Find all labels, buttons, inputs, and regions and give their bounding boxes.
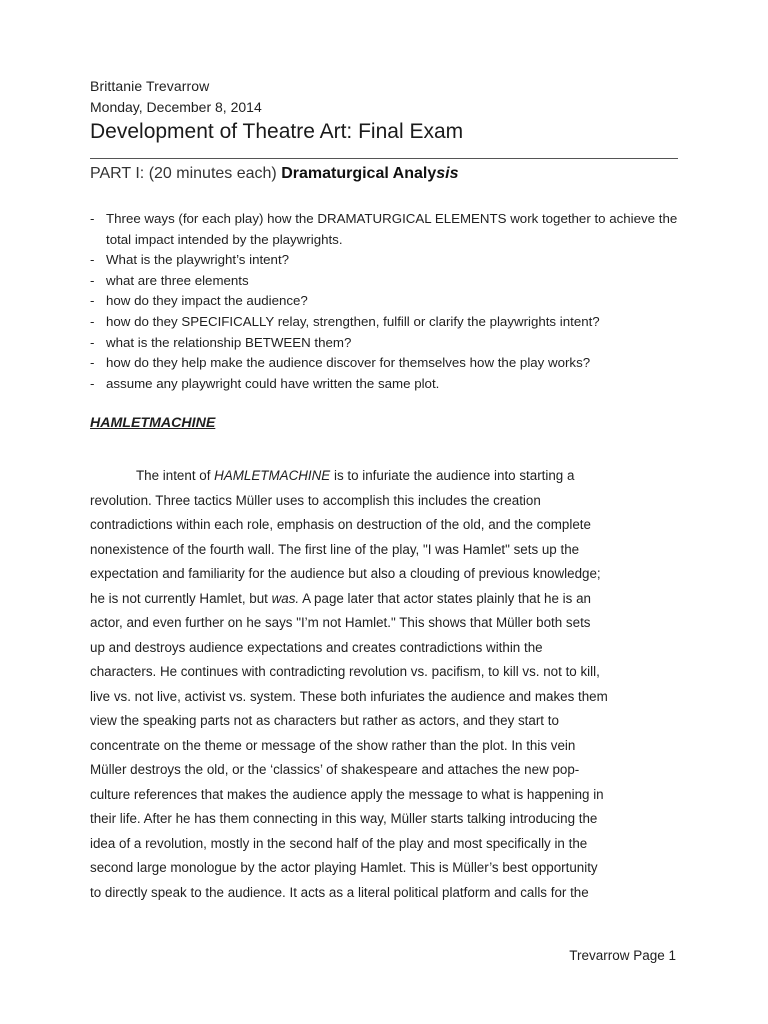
- body-line: he is not currently Hamlet, but was. A page later that actor states plainly that he is an: [90, 590, 591, 606]
- dash-bullet-icon: -: [90, 211, 95, 226]
- body-line: characters. He continues with contradicting revolution vs. pacifism, to kill vs. not to kill,: [90, 664, 600, 679]
- instruction-list: [90, 209, 690, 394]
- list-item: - Three ways (for each play) how the DRAMATURGICAL ELEMENTS work together to achieve the total impact intended by the playwrights.: [90, 211, 678, 247]
- list-item: - how do they SPECIFICALLY relay, strengthen, fulfill or clarify the playwrights intent?: [90, 312, 690, 333]
- body-line: second large monologue by the actor playing Hamlet. This is Müller’s best opportunity: [90, 860, 598, 875]
- dash-bullet-icon: -: [90, 293, 95, 309]
- section-heading: HAMLETMACHINE: [90, 415, 216, 431]
- list-item: - assume any playwright could have written the same plot.: [90, 374, 690, 395]
- dash-bullet-icon: -: [90, 375, 95, 391]
- part-prefix: PART I: (20 minutes each): [90, 165, 282, 182]
- dash-bullet-icon: -: [90, 313, 95, 329]
- body-line: contradictions within each role, emphasis on destruction of the old, and the complete: [90, 517, 591, 532]
- body-line: view the speaking parts not as characters but rather as actors, and they start to: [90, 713, 559, 728]
- body-line: expectation and familiarity for the audience but also a clouding of previous knowledge;: [90, 566, 601, 581]
- body-line: actor, and even further on he says "I’m not Hamlet." This shows that Müller both sets: [90, 615, 591, 630]
- list-item: - how do they help make the audience discover for themselves how the play works?: [90, 353, 690, 374]
- body-line: nonexistence of the fourth wall. The first line of the play, "I was Hamlet" sets up the: [90, 541, 580, 557]
- list-item: - how do they impact the audience?: [90, 291, 690, 312]
- list-item: - What is the playwright’s intent?: [90, 250, 690, 271]
- title-divider: [90, 158, 678, 159]
- list-item: - what are three elements: [90, 271, 690, 292]
- body-line: Müller destroys the old, or the ‘classics’ of shakespeare and attaches the new pop-: [90, 762, 580, 777]
- document-title: Development of Theatre Art: Final Exam: [90, 120, 464, 143]
- body-line: The intent of HAMLETMACHINE is to infuriate the audience into starting a: [136, 468, 575, 483]
- part-label: Dramaturgical Analysis: [281, 165, 459, 182]
- list-item: - what is the relationship BETWEEN them?: [90, 333, 690, 354]
- essay-body: [90, 464, 690, 905]
- dash-bullet-icon: -: [90, 252, 95, 268]
- dash-bullet-icon: -: [90, 272, 95, 288]
- body-line: culture references that makes the audience apply the message to what is happening in: [90, 786, 604, 802]
- body-line: concentrate on the theme or message of the show rather than the plot. In this vein: [90, 737, 576, 753]
- document-date: Monday, December 8, 2014: [90, 99, 262, 115]
- body-line: idea of a revolution, mostly in the second half of the play and most specifically in the: [90, 835, 588, 851]
- part-heading: [90, 165, 458, 183]
- body-line: their life. After he has them connecting in this way, Müller starts talking introducing the: [90, 811, 598, 826]
- body-line: revolution. Three tactics Müller uses to accomplish this includes the creation: [90, 492, 541, 508]
- author-name: Brittanie Trevarrow: [90, 78, 210, 94]
- body-line: up and destroys audience expectations and creates contradictions within the: [90, 639, 543, 655]
- page-footer: Trevarrow Page 1: [569, 948, 676, 963]
- dash-bullet-icon: -: [90, 334, 95, 350]
- body-line: live vs. not live, activist vs. system. These both infuriates the audience and makes them: [90, 688, 608, 704]
- body-line: to directly speak to the audience. It acts as a literal political platform and calls for the: [90, 884, 589, 900]
- dash-bullet-icon: -: [90, 355, 95, 371]
